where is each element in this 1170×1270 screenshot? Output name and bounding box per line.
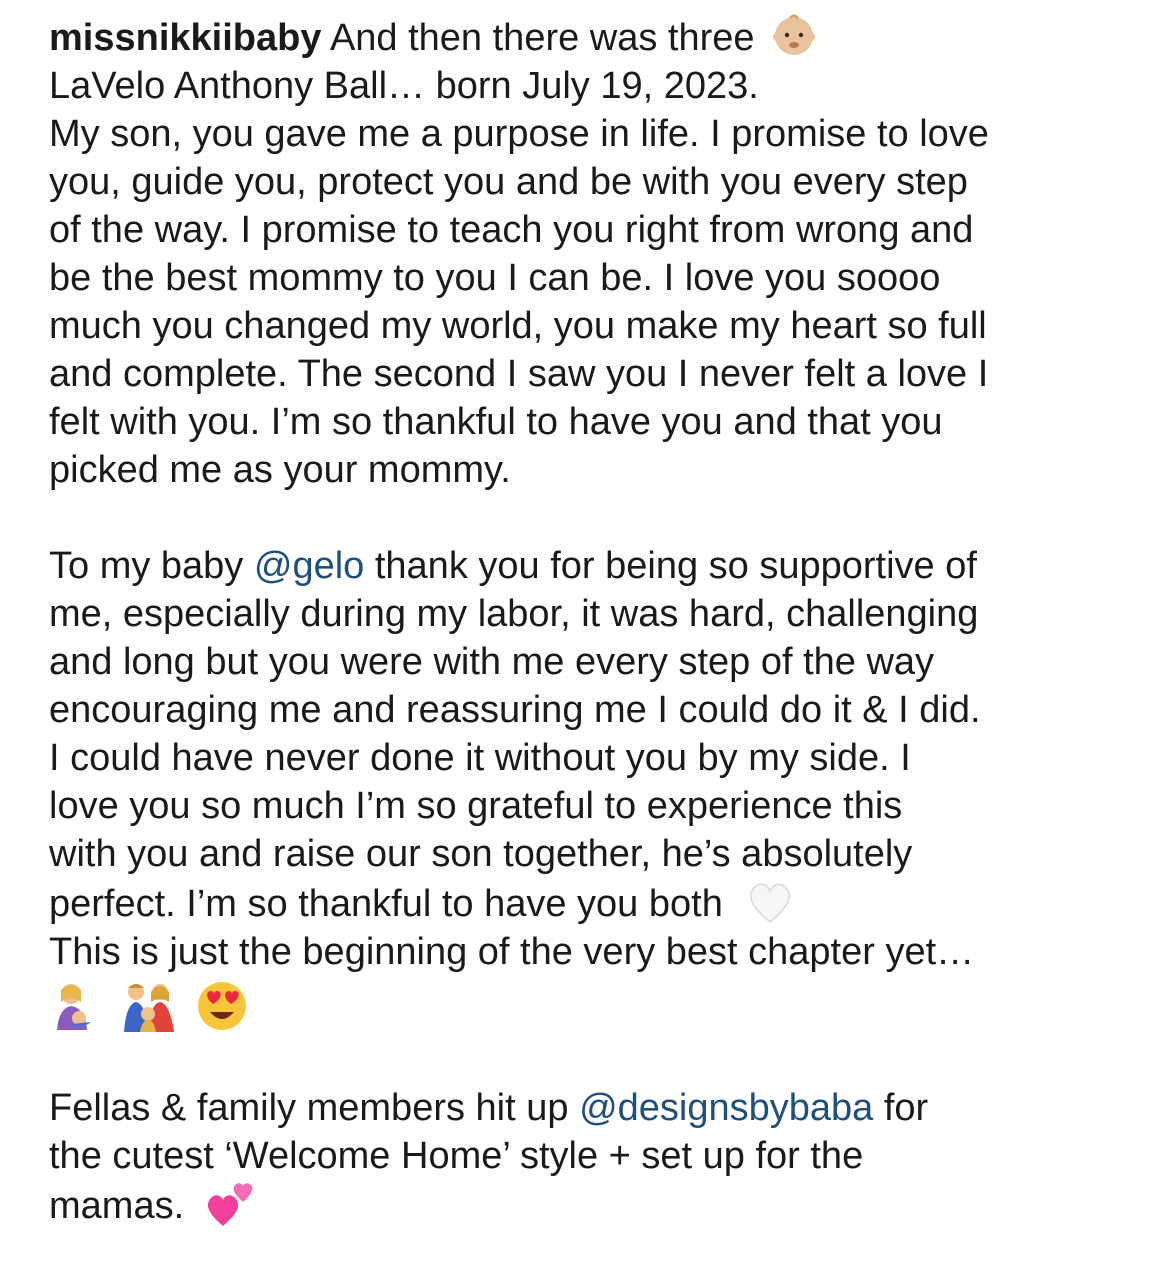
caption-line: This is just the beginning of the very best chapter yet… xyxy=(49,931,975,973)
heart-eyes-icon xyxy=(196,980,248,1032)
headline-text: And then there was three xyxy=(329,17,755,59)
caption-text: mamas. xyxy=(49,1185,185,1227)
caption-text: thank you for being so supportive of xyxy=(374,545,977,587)
caption-line: be the best mommy to you I can be. I love you soooo xyxy=(49,257,941,299)
caption-text: Fellas & family members hit up xyxy=(49,1087,580,1129)
caption-line xyxy=(49,878,1129,928)
caption-line: with you and raise our son together, he’s absolutely xyxy=(49,833,913,875)
white-heart-icon xyxy=(745,878,795,926)
emoji-row xyxy=(49,980,1129,1036)
caption-line: love you so much I’m so grateful to experience this xyxy=(49,785,903,827)
post-caption xyxy=(49,12,1129,1230)
caption-line: picked me as your mommy. xyxy=(49,449,511,491)
family-icon xyxy=(118,980,180,1032)
baby-emoji-icon xyxy=(771,12,817,58)
caption-text: for xyxy=(883,1087,929,1129)
caption-line: My son, you gave me a purpose in life. I promise to love xyxy=(49,113,989,155)
caption-line: and complete. The second I saw you I never felt a love I xyxy=(49,353,989,395)
mention-link-gelo[interactable]: @gelo xyxy=(253,545,365,587)
caption-text: To my baby xyxy=(49,545,254,587)
caption-line: felt with you. I’m so thankful to have you and that you xyxy=(49,401,943,443)
caption-line: much you changed my world, you make my heart so full xyxy=(49,305,987,347)
caption-line xyxy=(49,1084,1129,1132)
username-link[interactable]: missnikkiibaby xyxy=(49,17,322,59)
mention-link-designsbybaba[interactable]: @designsbybaba xyxy=(579,1087,874,1129)
caption-line: encouraging me and reassuring me I could do it & I did. xyxy=(49,689,981,731)
caption-text: perfect. I’m so thankful to have you both xyxy=(49,883,723,925)
caption-line: LaVelo Anthony Ball… born July 19, 2023. xyxy=(49,65,759,107)
caption-headline-line xyxy=(49,12,1129,62)
caption-line xyxy=(49,1180,1129,1230)
paragraph-gap xyxy=(49,494,1129,542)
two-hearts-icon xyxy=(203,1180,257,1230)
caption-line: and long but you were with me every step of the way xyxy=(49,641,935,683)
caption-line: the cutest ‘Welcome Home’ style + set up for the xyxy=(49,1135,864,1177)
paragraph-gap xyxy=(49,1036,1129,1084)
caption-line xyxy=(49,542,1129,590)
caption-line: I could have never done it without you by my side. I xyxy=(49,737,911,779)
caption-line: me, especially during my labor, it was hard, challenging xyxy=(49,593,979,635)
caption-line: of the way. I promise to teach you right from wrong and xyxy=(49,209,974,251)
woman-feeding-baby-icon xyxy=(49,980,101,1032)
caption-line: you, guide you, protect you and be with you every step xyxy=(49,161,968,203)
